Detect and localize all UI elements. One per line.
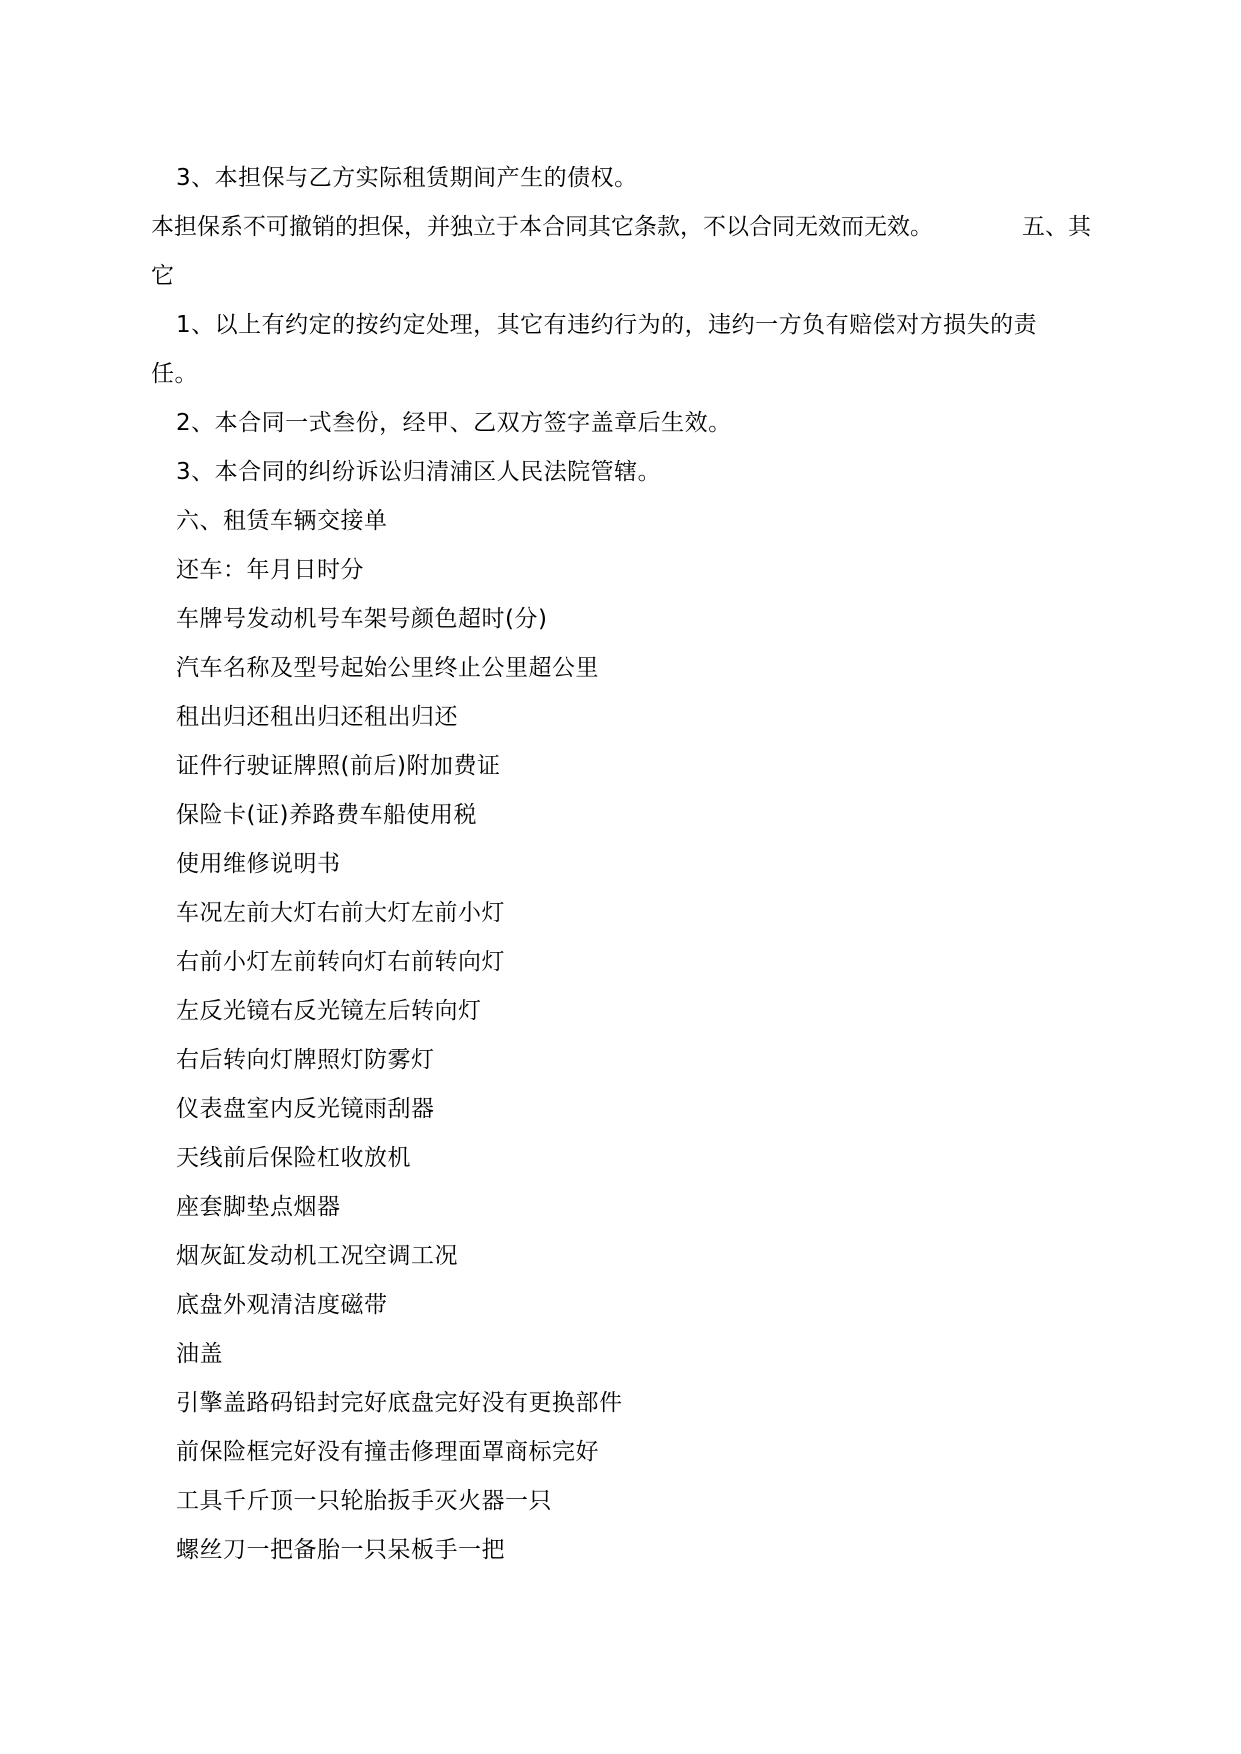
- handover-line-front-signals: 右前小灯左前转向灯右前转向灯: [176, 949, 505, 975]
- section-five-heading-start: 五、其: [1022, 214, 1091, 240]
- handover-line-manual: 使用维修说明书: [176, 851, 341, 877]
- handover-line-return-time: 还车：年月日时分: [176, 557, 364, 583]
- handover-line-documents: 证件行驶证牌照(前后)附加费证: [176, 753, 501, 779]
- paragraph-other-item-3: 3、本合同的纠纷诉讼归清浦区人民法院管辖。: [176, 459, 662, 485]
- handover-line-ashtray: 烟灰缸发动机工况空调工况: [176, 1243, 458, 1269]
- paragraph-other-item-2: 2、本合同一式叁份，经甲、乙双方签字盖章后生效。: [176, 410, 732, 436]
- handover-line-bumper: 前保险框完好没有撞击修理面罩商标完好: [176, 1439, 599, 1465]
- handover-line-tools: 工具千斤顶一只轮胎扳手灭火器一只: [176, 1488, 552, 1514]
- paragraph-guarantee-irrevocable-text: 本担保系不可撤销的担保，并独立于本合同其它条款，不以合同无效而无效。: [151, 214, 933, 240]
- paragraph-other-item-1: 1、以上有约定的按约定处理，其它有违约行为的，违约一方负有赔偿对方损失的责: [176, 312, 1038, 338]
- handover-line-rent-return: 租出归还租出归还租出归还: [176, 704, 458, 730]
- handover-line-seat-covers: 座套脚垫点烟器: [176, 1194, 341, 1220]
- handover-line-fuel-cap: 油盖: [176, 1341, 223, 1367]
- section-six-heading: 六、租赁车辆交接单: [176, 508, 388, 534]
- handover-line-insurance: 保险卡(证)养路费车船使用税: [176, 802, 477, 828]
- handover-line-headlights: 车况左前大灯右前大灯左前小灯: [176, 900, 505, 926]
- paragraph-guarantee-item-3: 3、本担保与乙方实际租赁期间产生的债权。: [176, 165, 638, 191]
- handover-line-rear-lights: 右后转向灯牌照灯防雾灯: [176, 1047, 435, 1073]
- paragraph-other-item-1-continued: 任。: [151, 361, 198, 387]
- document-body: [151, 154, 1091, 1575]
- section-five-heading-end: 它: [151, 263, 175, 289]
- paragraph-guarantee-irrevocable: [151, 203, 1091, 252]
- handover-line-mirrors: 左反光镜右反光镜左后转向灯: [176, 998, 482, 1024]
- handover-line-antenna: 天线前后保险杠收放机: [176, 1145, 411, 1171]
- handover-line-chassis: 底盘外观清洁度磁带: [176, 1292, 388, 1318]
- handover-line-dashboard: 仪表盘室内反光镜雨刮器: [176, 1096, 435, 1122]
- handover-line-vehicle-ids: 车牌号发动机号车架号颜色超时(分): [176, 606, 548, 632]
- handover-line-hood-seal: 引擎盖路码铅封完好底盘完好没有更换部件: [176, 1390, 623, 1416]
- handover-line-model-mileage: 汽车名称及型号起始公里终止公里超公里: [176, 655, 599, 681]
- handover-line-spare-tools: 螺丝刀一把备胎一只呆板手一把: [176, 1537, 505, 1563]
